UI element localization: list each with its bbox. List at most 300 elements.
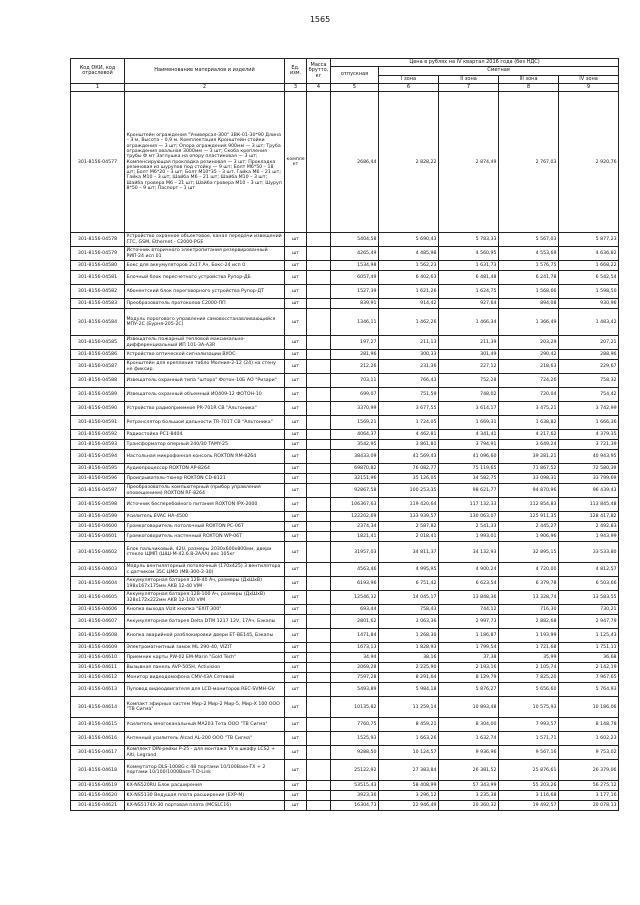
row-price-zone-4: 2 920,76 [559, 92, 619, 233]
row-name: Кронштейн ограждения "Универсал-300" 3ВК-01-30*90 Длина – 3 м, Высота – 0,9 м. Комплектация Кронштейн стойки ограждения — 3 шт; Опора ограждения 900мм — 3 шт; Труба ограждения овальная 3000мм — 3 шт; Скоба крепления трубы Ф мт Заглушка на опору пластиковая — 3 шт; Компенсирующая прокладка резиновая — 3 шт; Прокладка резиновая из шурупов под стойку — 9 шт; Болт М6*50 – 18 шт; Болт М6*20 – 3 шт; Болт М10*35 – 3 шт, Гайка М6 – 21 шт; Гайка М10 – 3 шт; Шайба М6 – 21 шт; Шайба М10 – 3 шт; Шайба гровера М6 – 21 шт; Шайба гровера М10 – 3 шт; Шуруп 8*50 – 9 шт; Паспорт – 1 шт [125, 92, 285, 233]
row-price-base: 106367,63 [331, 498, 379, 512]
row-price-base: 3542,95 [331, 440, 379, 450]
table-row [71, 577, 619, 591]
table-row [71, 474, 619, 484]
row-price-zone-3: 1 571,71 [499, 732, 559, 746]
row-code: 301-8156-04588 [71, 374, 125, 388]
col-number: 6 [379, 83, 439, 91]
table-row [71, 673, 619, 683]
row-unit: шт [285, 781, 307, 791]
row-price-base: 69870,82 [331, 464, 379, 474]
row-price-base: 7760,75 [331, 718, 379, 732]
row-price-zone-3: 7 825,20 [499, 673, 559, 683]
row-price-zone-3: 2 767,03 [499, 92, 559, 233]
table-row [71, 299, 619, 309]
row-name: Усилитель многоканальный МА203 Тета ООО "ТВ Сигма" [125, 718, 285, 732]
row-price-zone-4: 3 721,39 [559, 440, 619, 450]
row-unit: шт [285, 732, 307, 746]
row-unit: шт [285, 697, 307, 718]
row-price-zone-4: 1 125,43 [559, 629, 619, 643]
row-price-zone-3: 94 870,96 [499, 484, 559, 498]
row-price-zone-4: 1 668,22 [559, 261, 619, 271]
row-code: 301-8156-04621 [71, 801, 125, 811]
row-price-zone-2: 6 623,54 [439, 577, 499, 591]
row-price-zone-4: 40 943,95 [559, 450, 619, 464]
row-price-zone-2: 75 119,65 [439, 464, 499, 474]
row-price-zone-3: 5 656,60 [499, 683, 559, 697]
row-name: KX-NS5130 Ведущая плата расширения (EXP-M) [125, 791, 285, 801]
header-estimate: Сметная [379, 67, 619, 75]
row-price-zone-1: 22 946,49 [379, 801, 439, 811]
row-mass [307, 801, 331, 811]
row-price-zone-2: 2 874,49 [439, 92, 499, 233]
row-mass [307, 416, 331, 430]
row-price-base: 1534,98 [331, 261, 379, 271]
row-price-zone-4: 2 142,19 [559, 663, 619, 673]
header-name: Наименование материалов и изделий [125, 59, 285, 84]
row-code: 301-8156-04605 [71, 591, 125, 605]
row-price-zone-1: 211,13 [379, 336, 439, 350]
row-price-base: 1673,13 [331, 643, 379, 653]
row-price-zone-1: 34 811,37 [379, 542, 439, 563]
table-row [71, 643, 619, 653]
row-price-zone-2: 1 466,34 [439, 309, 499, 336]
row-price-base: 703,11 [331, 374, 379, 388]
price-table [70, 58, 619, 811]
row-name: Извещатель охранный типа "штора" Фотон-10Б АО "Ризари" [125, 374, 285, 388]
row-price-zone-3: 1 576,75 [499, 261, 559, 271]
row-mass [307, 247, 331, 261]
row-code: 301-8156-04601 [71, 532, 125, 542]
row-price-zone-3: 724,26 [499, 374, 559, 388]
row-mass [307, 718, 331, 732]
row-code: 301-8156-04582 [71, 285, 125, 299]
row-unit: шт [285, 522, 307, 532]
col-number: 8 [499, 83, 559, 91]
row-price-zone-4: 2 492,83 [559, 522, 619, 532]
row-code: 301-8156-04580 [71, 261, 125, 271]
row-mass [307, 746, 331, 760]
row-price-zone-2: 748,02 [439, 388, 499, 402]
row-unit: шт [285, 760, 307, 781]
row-price-zone-1: 41 569,43 [379, 450, 439, 464]
row-price-zone-1: 4 995,95 [379, 563, 439, 577]
row-unit: шт [285, 440, 307, 450]
row-unit: шт [285, 605, 307, 615]
row-code: 301-8156-04598 [71, 498, 125, 512]
row-unit: шт [285, 271, 307, 285]
row-price-base: 1821,41 [331, 532, 379, 542]
table-row [71, 629, 619, 643]
row-price-zone-3: 71 867,52 [499, 464, 559, 474]
row-mass [307, 791, 331, 801]
header-col-numbers [71, 83, 619, 91]
header-code: Код ОКИ, код отраслевой [71, 59, 125, 84]
row-code: 301-8156-04617 [71, 746, 125, 760]
row-price-zone-2: 1 993,01 [439, 532, 499, 542]
table-row [71, 591, 619, 605]
table-row [71, 498, 619, 512]
row-price-zone-1: 4 485,98 [379, 247, 439, 261]
row-mass [307, 498, 331, 512]
row-price-zone-2: 41 096,60 [439, 450, 499, 464]
row-price-zone-2: 3 235,38 [439, 791, 499, 801]
row-unit: шт [285, 629, 307, 643]
row-price-zone-3: 3 116,68 [499, 791, 559, 801]
row-name: Источник бесперебойного питания ROXTON IPX-2000 [125, 498, 285, 512]
row-price-zone-2: 10 893,48 [439, 697, 499, 718]
row-price-zone-3: 6 379,78 [499, 577, 559, 591]
row-price-zone-1: 1 462,26 [379, 309, 439, 336]
row-price-zone-4: 288,96 [559, 350, 619, 360]
row-unit: шт [285, 402, 307, 416]
row-name: Кнопка выхода Vizit кнопка "EXIT 300" [125, 605, 285, 615]
row-price-zone-3: 3 475,21 [499, 402, 559, 416]
row-price-zone-3: 39 281,21 [499, 450, 559, 464]
page-number: 1565 [309, 15, 331, 24]
table-row [71, 532, 619, 542]
row-price-zone-3: 10 575,93 [499, 697, 559, 718]
row-mass [307, 299, 331, 309]
row-name: Радиостойка PC1-8404 [125, 430, 285, 440]
row-price-zone-1: 1 724,05 [379, 416, 439, 430]
table-row [71, 718, 619, 732]
row-unit: шт [285, 577, 307, 591]
row-price-zone-1: 3 063,36 [379, 615, 439, 629]
row-name: Аккумуляторная батарея 12В-100 Ач, размеры (ДхШхВ) 328х172х222мм AKB 12-100 VIM [125, 591, 285, 605]
col-number: 3 [285, 83, 307, 91]
row-mass [307, 697, 331, 718]
row-name: Блочный блок пересчетного устройства Рупор-ДБ [125, 271, 285, 285]
row-price-zone-3: 2 445,27 [499, 522, 559, 532]
table-row [71, 430, 619, 440]
row-price-base: 1346,11 [331, 309, 379, 336]
row-price-zone-2: 26 381,52 [439, 760, 499, 781]
row-name: Громкоговоритель настенный ROXTON WP-06T [125, 532, 285, 542]
row-price-zone-1: 1 621,26 [379, 285, 439, 299]
row-unit: шт [285, 673, 307, 683]
row-price-zone-4: 7 967,65 [559, 673, 619, 683]
row-price-zone-2: 9 936,96 [439, 746, 499, 760]
row-mass [307, 673, 331, 683]
row-price-zone-1: 751,59 [379, 388, 439, 402]
table-row [71, 92, 619, 233]
table-row [71, 464, 619, 474]
table-row [71, 336, 619, 350]
row-code: 301-8156-04579 [71, 247, 125, 261]
row-price-base: 7597,28 [331, 673, 379, 683]
row-price-zone-2: 3 614,17 [439, 402, 499, 416]
col-number: 1 [71, 83, 125, 91]
header-zone-2: II зона [439, 75, 499, 83]
row-unit: шт [285, 532, 307, 542]
row-price-base: 212,26 [331, 360, 379, 374]
row-price-base: 4064,37 [331, 430, 379, 440]
row-name: Коммутатор DLS-1008G с 48 портами 10/100Base-TX + 2 портами 10/100/1000Base-T D-Link [125, 760, 285, 781]
row-unit: шт [285, 512, 307, 522]
row-unit: шт [285, 801, 307, 811]
row-price-zone-1: 1 268,30 [379, 629, 439, 643]
row-code: 301-8156-04595 [71, 464, 125, 474]
row-price-zone-3: 1 721,68 [499, 643, 559, 653]
row-code: 301-8156-04612 [71, 673, 125, 683]
row-price-zone-3: 33 098,31 [499, 474, 559, 484]
table-row [71, 542, 619, 563]
row-price-base: 12546,32 [331, 591, 379, 605]
row-price-zone-2: 8 304,00 [439, 718, 499, 732]
table-row [71, 350, 619, 360]
row-price-zone-1: 6 751,42 [379, 577, 439, 591]
row-mass [307, 683, 331, 697]
row-price-zone-3: 55 203,26 [499, 781, 559, 791]
row-price-zone-4: 4 636,82 [559, 247, 619, 261]
row-price-zone-1: 3 677,55 [379, 402, 439, 416]
row-price-zone-3: 7 993,57 [499, 718, 559, 732]
row-price-zone-4: 1 483,42 [559, 309, 619, 336]
row-price-base: 38433,09 [331, 450, 379, 464]
row-price-zone-1: 5 690,43 [379, 233, 439, 247]
row-mass [307, 522, 331, 532]
row-unit: шт [285, 683, 307, 697]
row-name: Извещатель охранный объемный ИО409-12 ФОТОН-10 [125, 388, 285, 402]
table-header [71, 59, 619, 92]
row-price-zone-3: 3 649,24 [499, 440, 559, 450]
table-row [71, 760, 619, 781]
row-unit: шт [285, 474, 307, 484]
row-price-zone-1: 300,33 [379, 350, 439, 360]
row-price-zone-1: 6 402,63 [379, 271, 439, 285]
row-price-zone-1: 914,42 [379, 299, 439, 309]
table-row [71, 309, 619, 336]
row-price-zone-3: 4 720,00 [499, 563, 559, 577]
row-price-base: 2686,44 [331, 92, 379, 233]
row-price-zone-1: 76 082,77 [379, 464, 439, 474]
row-price-zone-2: 20 360,32 [439, 801, 499, 811]
row-code: 301-8156-04620 [71, 791, 125, 801]
row-price-zone-2: 5 876,27 [439, 683, 499, 697]
row-price-zone-2: 1 631,73 [439, 261, 499, 271]
row-unit: шт [285, 261, 307, 271]
row-price-zone-1: 5 984,18 [379, 683, 439, 697]
row-price-zone-4: 754,42 [559, 388, 619, 402]
row-price-base: 693,44 [331, 605, 379, 615]
row-name: Бокс для аккумуляторов 2x17 Ач, Бокс-24 исп 0 [125, 261, 285, 271]
row-mass [307, 781, 331, 791]
row-price-zone-2: 8 129,79 [439, 673, 499, 683]
row-unit: шт [285, 498, 307, 512]
row-price-zone-2: 1 632,74 [439, 732, 499, 746]
row-code: 301-8156-04614 [71, 697, 125, 718]
row-price-zone-2: 2 193,16 [439, 663, 499, 673]
row-price-zone-2: 117 132,33 [439, 498, 499, 512]
row-code: 301-8156-04584 [71, 309, 125, 336]
row-name: Ретранслятор большой дальности TR-701Т СВ "Альтоника" [125, 416, 285, 430]
row-price-base: 34,94 [331, 653, 379, 663]
row-price-zone-3: 19 492,57 [499, 801, 559, 811]
row-code: 301-8156-04597 [71, 484, 125, 498]
row-unit: шт [285, 374, 307, 388]
row-price-zone-2: 2 997,73 [439, 615, 499, 629]
row-name: Усилитель EVAC HA-4500 [125, 512, 285, 522]
row-price-zone-1: 133 939,57 [379, 512, 439, 522]
row-price-zone-4: 72 580,39 [559, 464, 619, 474]
row-name: Монитор видеодомофона CMV-43A Сетевой [125, 673, 285, 683]
row-price-zone-1: 14 045,17 [379, 591, 439, 605]
row-price-zone-2: 98 621,77 [439, 484, 499, 498]
row-mass [307, 285, 331, 299]
row-unit: шт [285, 746, 307, 760]
row-code: 301-8156-04616 [71, 732, 125, 746]
row-mass [307, 336, 331, 350]
col-number: 4 [307, 83, 331, 91]
row-name: Пуповод видеодвигателя для LCD-мониторов REC-SVMH-GV [125, 683, 285, 697]
row-price-zone-1: 100 253,35 [379, 484, 439, 498]
row-name: Громкоговоритель потолочный ROXTON PC-06T [125, 522, 285, 532]
row-mass [307, 653, 331, 663]
row-price-base: 197,27 [331, 336, 379, 350]
row-price-zone-4: 6 542,54 [559, 271, 619, 285]
row-name: Антенный усилитель Alcad AL-200 ООО "ТВ Сигма" [125, 732, 285, 746]
row-price-zone-1: 38,16 [379, 653, 439, 663]
row-price-zone-4: 13 583,55 [559, 591, 619, 605]
row-price-base: 2069,28 [331, 663, 379, 673]
table-row [71, 416, 619, 430]
row-price-base: 5493,89 [331, 683, 379, 697]
table-row [71, 732, 619, 746]
row-price-zone-4: 8 148,78 [559, 718, 619, 732]
row-mass [307, 261, 331, 271]
row-mass [307, 474, 331, 484]
row-price-zone-4: 930,96 [559, 299, 619, 309]
row-price-zone-2: 211,39 [439, 336, 499, 350]
row-price-base: 122202,69 [331, 512, 379, 522]
row-unit: шт [285, 718, 307, 732]
row-name: Аудиопроцессор ROXTON AP-8264 [125, 464, 285, 474]
row-code: 301-8156-04611 [71, 663, 125, 673]
table-row [71, 233, 619, 247]
row-name: KX-NS520RU Блок расширения [125, 781, 285, 791]
row-price-zone-1: 3 861,81 [379, 440, 439, 450]
row-mass [307, 484, 331, 498]
row-price-zone-1: 3 296,12 [379, 791, 439, 801]
row-price-zone-2: 227,12 [439, 360, 499, 374]
row-name: Модуль вентиляторный потолочный (170х425) 3 вентилятора с датчиком 35С ЦМО (МВ-300-2-30) [125, 563, 285, 577]
row-mass [307, 464, 331, 474]
row-name: Блок пальчиковый, 42U, размеры 2030х600х800мм, двери стекло ЩМП (ШШ-М-42.6.8-2ААА) вес 105кг [125, 542, 285, 563]
header-unit: Ед. изм. [285, 59, 307, 84]
row-price-zone-2: 752,28 [439, 374, 499, 388]
row-unit: шт [285, 350, 307, 360]
row-price-zone-2: 34 132,93 [439, 542, 499, 563]
table-row [71, 440, 619, 450]
table-row [71, 450, 619, 464]
row-price-zone-3: 5 567,03 [499, 233, 559, 247]
row-price-zone-2: 1 624,75 [439, 285, 499, 299]
col-number: 2 [125, 83, 285, 91]
header-zone-1: I зона [379, 75, 439, 83]
row-price-zone-4: 5 764,93 [559, 683, 619, 697]
row-price-zone-4: 96 439,43 [559, 484, 619, 498]
col-number: 7 [439, 83, 499, 91]
row-price-base: 4265,49 [331, 247, 379, 261]
row-price-zone-4: 3 742,99 [559, 402, 619, 416]
row-unit: шт [285, 388, 307, 402]
row-price-zone-2: 1 186,87 [439, 629, 499, 643]
row-name: Электромагнитный замок ML 290-40, VIZIT [125, 643, 285, 653]
row-mass [307, 402, 331, 416]
col-number: 9 [559, 83, 619, 91]
row-unit: шт [285, 336, 307, 350]
row-code: 301-8156-04589 [71, 388, 125, 402]
row-unit: шт [285, 416, 307, 430]
row-price-zone-3: 25 876,61 [499, 760, 559, 781]
row-price-zone-3: 2 882,68 [499, 615, 559, 629]
row-price-zone-2: 3 794,91 [439, 440, 499, 450]
row-code: 301-8156-04590 [71, 402, 125, 416]
row-price-zone-3: 112 854,83 [499, 498, 559, 512]
row-name: Кронштейн для крепления табло Молния-2-12 (24) на стену не фиксир. [125, 360, 285, 374]
row-mass [307, 388, 331, 402]
row-price-base: 6057,49 [331, 271, 379, 285]
table-row [71, 512, 619, 522]
row-price-base: 9288,50 [331, 746, 379, 760]
row-code: 301-8156-04613 [71, 683, 125, 697]
row-price-zone-4: 758,32 [559, 374, 619, 388]
row-price-zone-1: 1 828,93 [379, 643, 439, 653]
row-price-zone-1: 1 663,26 [379, 732, 439, 746]
row-price-zone-1: 27 383,84 [379, 760, 439, 781]
row-code: 301-8156-04581 [71, 271, 125, 285]
row-price-base: 281,96 [331, 350, 379, 360]
row-price-zone-3: 35,99 [499, 653, 559, 663]
row-code: 301-8156-04594 [71, 450, 125, 464]
row-price-zone-4: 730,21 [559, 605, 619, 615]
row-price-zone-2: 2 541,33 [439, 522, 499, 532]
row-price-zone-1: 1 562,23 [379, 261, 439, 271]
row-code: 301-8156-04587 [71, 360, 125, 374]
row-price-base: 5404,58 [331, 233, 379, 247]
row-price-base: 16304,73 [331, 801, 379, 811]
row-price-zone-1: 231,36 [379, 360, 439, 374]
row-code: 301-8156-04593 [71, 440, 125, 450]
row-name: Настольная микрофонная консоль ROXTON RM-8264 [125, 450, 285, 464]
row-price-zone-3: 1 906,96 [499, 532, 559, 542]
row-price-zone-4: 4 379,35 [559, 430, 619, 440]
row-name: KX-NS5174X-30 портовая плата (MCSLC16) [125, 801, 285, 811]
row-unit: шт [285, 563, 307, 577]
table-row [71, 261, 619, 271]
row-code: 301-8156-04610 [71, 653, 125, 663]
row-price-zone-4: 33 533,80 [559, 542, 619, 563]
table-row [71, 697, 619, 718]
row-mass [307, 643, 331, 653]
row-unit: шт [285, 653, 307, 663]
row-price-base: 2374,34 [331, 522, 379, 532]
row-price-zone-4: 113 845,48 [559, 498, 619, 512]
row-code: 301-8156-04602 [71, 542, 125, 563]
row-price-zone-2: 1 669,31 [439, 416, 499, 430]
row-name: Компакт эфирных систем Мир-2 Мир-2 Мир-5, Мир-X 100 ООО "ТВ Сигма" [125, 697, 285, 718]
row-mass [307, 92, 331, 233]
row-unit: шт [285, 450, 307, 464]
table-row [71, 388, 619, 402]
row-code: 301-8156-04619 [71, 781, 125, 791]
row-code: 301-8156-04585 [71, 336, 125, 350]
row-price-zone-2: 13 848,36 [439, 591, 499, 605]
row-unit: шт [285, 591, 307, 605]
row-name: Вызывная панель AVP-505H, Activision [125, 663, 285, 673]
row-code: 301-8156-04577 [71, 92, 125, 233]
